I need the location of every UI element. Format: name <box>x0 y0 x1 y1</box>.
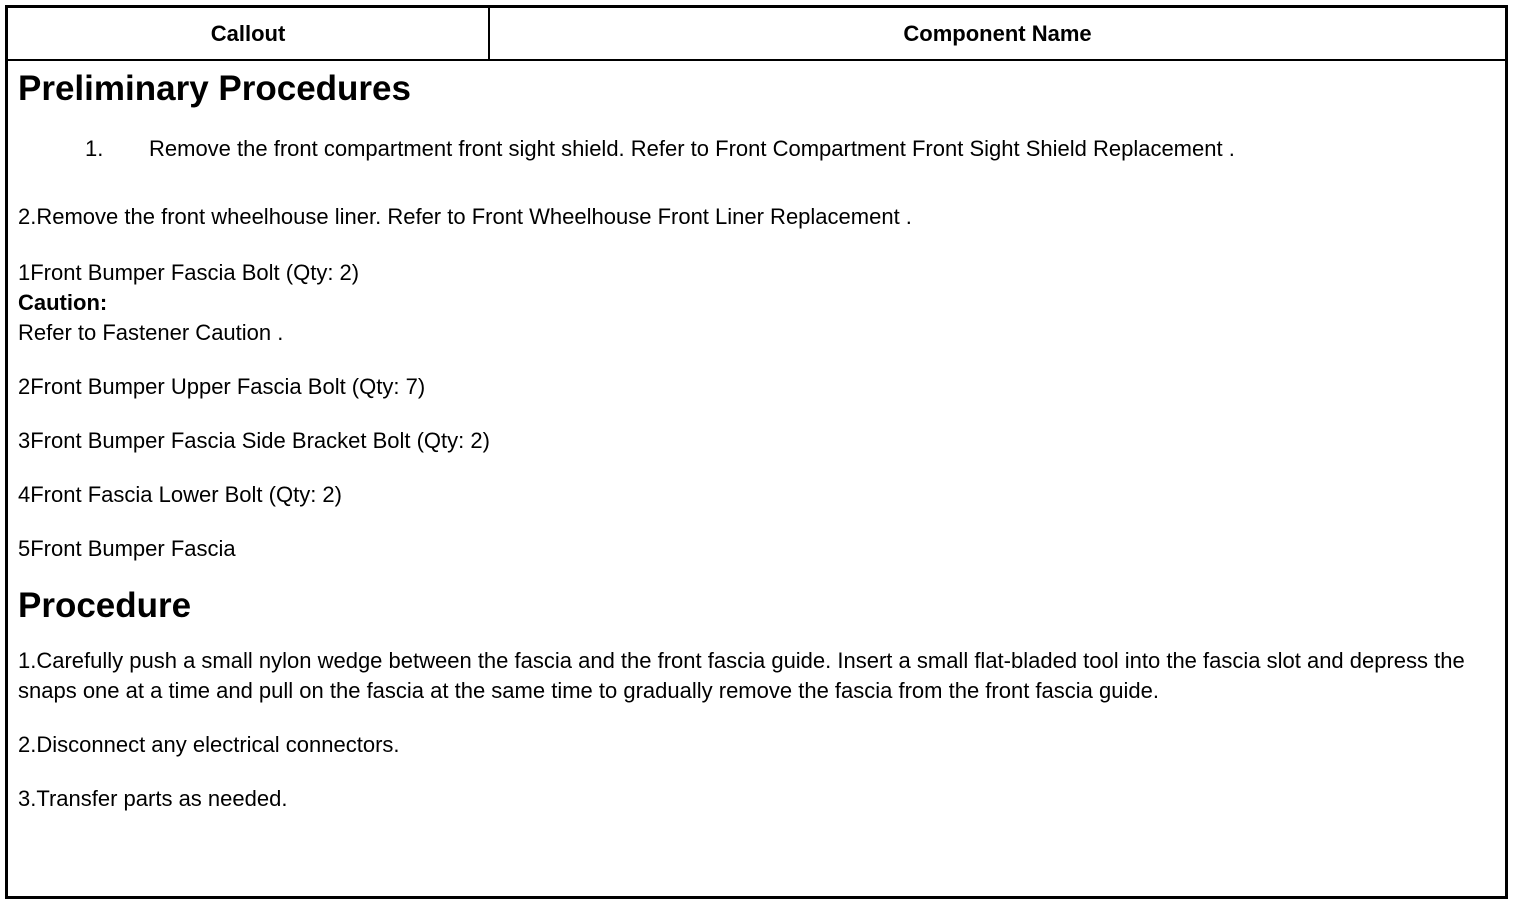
preliminary-step-2: 2.Remove the front wheelhouse liner. Refer to Front Wheelhouse Front Liner Replacement . <box>18 204 912 229</box>
procedure-table <box>5 5 1508 899</box>
procedure-heading: Procedure <box>18 586 192 625</box>
component-item-2: 2Front Bumper Upper Fascia Bolt (Qty: 7) <box>18 374 426 399</box>
caution-label: Caution: <box>18 290 108 315</box>
component-item-1: 1Front Bumper Fascia Bolt (Qty: 2) <box>18 260 360 285</box>
procedure-step-2: 2.Disconnect any electrical connectors. <box>18 732 400 757</box>
procedure-step-1: 1.Carefully push a small nylon wedge between the fascia and the front fascia guide. Insert a small flat-bladed tool into the fascia slot and depress the snaps one at a time and pull on the fascia at the same time to gradually remove the fascia from the front fascia guide. <box>18 648 1465 703</box>
caution-text: Refer to Fastener Caution . <box>18 320 284 345</box>
table-body-cell <box>8 61 1505 814</box>
component-item-4: 4Front Fascia Lower Bolt (Qty: 2) <box>18 482 342 507</box>
step-number: 1. <box>85 136 104 161</box>
step-text: Remove the front compartment front sight shield. Refer to Front Compartment Front Sight Shield Replacement . <box>149 136 1235 161</box>
component-item-5: 5Front Bumper Fascia <box>18 536 236 561</box>
procedure-step-3: 3.Transfer parts as needed. <box>18 786 288 811</box>
preliminary-procedures-heading: Preliminary Procedures <box>18 69 411 108</box>
component-name-column-header: Component Name <box>903 20 1092 46</box>
callout-column-header: Callout <box>8 8 490 59</box>
table-header-row <box>8 8 1505 61</box>
component-item-3: 3Front Bumper Fascia Side Bracket Bolt (Qty: 2) <box>18 428 490 453</box>
preliminary-step-1 <box>18 134 1505 164</box>
